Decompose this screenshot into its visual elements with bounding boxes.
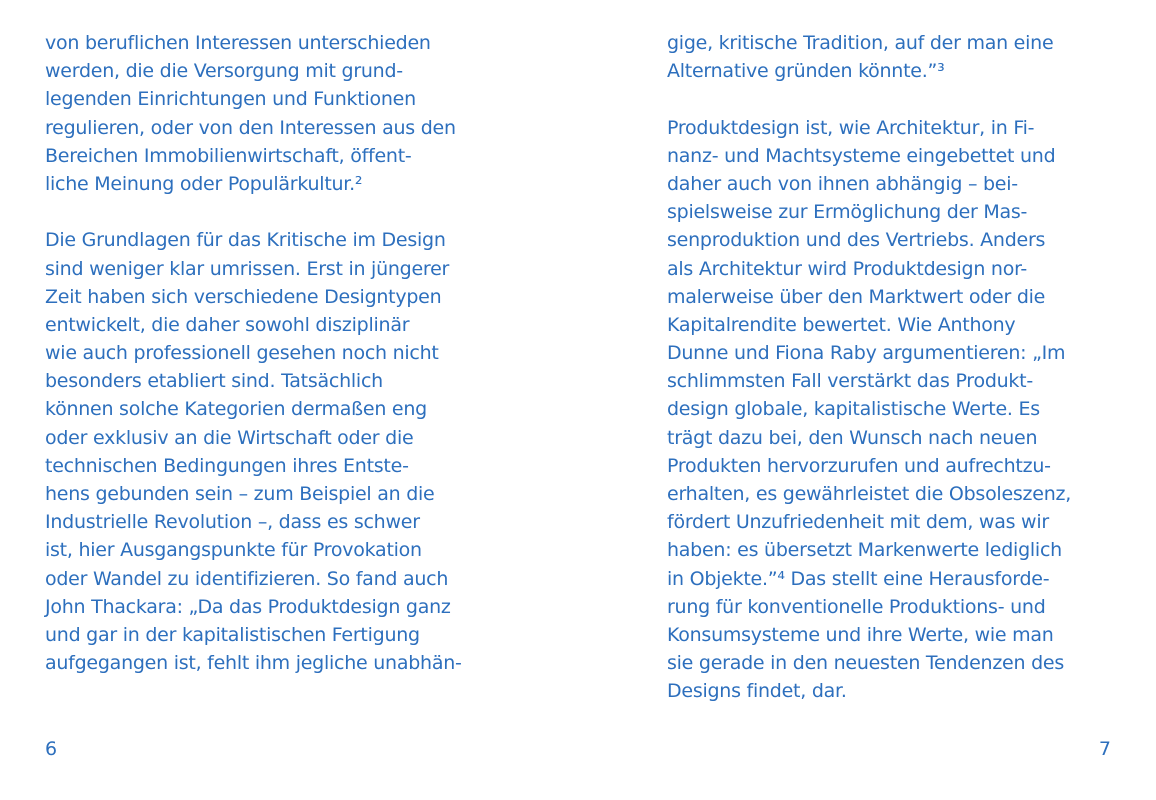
paragraph: [667, 114, 1071, 706]
text-line: Produktdesign ist, wie Architektur, in Fi-: [667, 116, 1035, 139]
text-line: Bereichen Immobilienwirtschaft, öffent-: [45, 144, 412, 167]
text-line: und gar in der kapitalistischen Fertigung: [45, 623, 420, 646]
text-line: entwickelt, die daher sowohl disziplinär: [45, 313, 410, 336]
text-line: daher auch von ihnen abhängig – bei-: [667, 172, 1018, 195]
text-line: besonders etabliert sind. Tatsächlich: [45, 370, 383, 393]
right-text-column: [667, 29, 1071, 706]
text-line: senproduktion und des Vertriebs. Anders: [667, 229, 1046, 252]
text-line: wie auch professionell gesehen noch nicht: [45, 342, 439, 365]
paragraph: [45, 226, 462, 677]
text-line: sind weniger klar umrissen. Erst in jüngerer: [45, 257, 450, 280]
text-line: können solche Kategorien dermaßen eng: [45, 398, 427, 421]
text-line: Zeit haben sich verschiedene Designtypen: [45, 285, 442, 308]
text-line: von beruflichen Interessen unterschieden: [45, 32, 431, 54]
text-line: ist, hier Ausgangspunkte für Provokation: [45, 539, 422, 562]
right-page: [578, 0, 1156, 800]
text-line: aufgegangen ist, fehlt ihm jegliche unabhän-: [45, 652, 462, 675]
text-line: Die Grundlagen für das Kritische im Design: [45, 229, 446, 252]
text-line: Produkten hervorzurufen und aufrechtzu-: [667, 454, 1051, 477]
text-line: rung für konventionelle Produktions- und: [667, 595, 1046, 618]
text-line: liche Meinung oder Populärkultur.²: [45, 172, 363, 195]
text-line: fördert Unzufriedenheit mit dem, was wir: [667, 511, 1049, 534]
text-line: spielsweise zur Ermöglichung der Mas-: [667, 201, 1028, 224]
text-line: design globale, kapitalistische Werte. Es: [667, 398, 1040, 421]
text-line: Dunne und Fiona Raby argumentieren: „Im: [667, 342, 1066, 365]
text-line: haben: es übersetzt Markenwerte lediglich: [667, 539, 1062, 562]
text-line: schlimmsten Fall verstärkt das Produkt-: [667, 370, 1033, 393]
paragraph: [45, 29, 462, 198]
text-line: Industrielle Revolution –, dass es schwer: [45, 511, 420, 534]
text-line: oder Wandel zu identifizieren. So fand auch: [45, 567, 449, 590]
text-line: trägt dazu bei, den Wunsch nach neuen: [667, 426, 1038, 449]
text-line: werden, die die Versorgung mit grund-: [45, 60, 403, 83]
text-line: als Architektur wird Produktdesign nor-: [667, 257, 1028, 280]
text-line: gige, kritische Tradition, auf der man eine: [667, 32, 1054, 54]
text-line: Alternative gründen könnte.”³: [667, 60, 945, 83]
text-line: erhalten, es gewährleistet die Obsoleszenz,: [667, 483, 1072, 505]
text-line: in Objekte.”⁴ Das stellt eine Herausforde-: [667, 567, 1050, 590]
text-line: sie gerade in den neuesten Tendenzen des: [667, 652, 1064, 675]
text-line: malerweise über den Marktwert oder die: [667, 285, 1046, 308]
text-line: nanz- und Machtsysteme eingebettet und: [667, 144, 1056, 167]
paragraph: [667, 29, 1071, 85]
text-line: Kapitalrendite bewertet. Wie Anthony: [667, 313, 1016, 336]
text-line: legenden Einrichtungen und Funktionen: [45, 88, 416, 111]
text-line: regulieren, oder von den Interessen aus den: [45, 116, 456, 139]
left-text-column: [45, 29, 462, 677]
text-line: technischen Bedingungen ihres Entste-: [45, 454, 409, 477]
text-line: hens gebunden sein – zum Beispiel an die: [45, 483, 435, 505]
page-number: 6: [45, 738, 58, 760]
text-line: John Thackara: „Da das Produktdesign ganz: [45, 595, 451, 618]
page-number: 7: [1098, 738, 1111, 760]
text-line: oder exklusiv an die Wirtschaft oder die: [45, 426, 414, 449]
text-line: Konsumsystemе und ihre Werte, wie man: [667, 623, 1054, 646]
text-line: Designs findet, dar.: [667, 680, 847, 703]
